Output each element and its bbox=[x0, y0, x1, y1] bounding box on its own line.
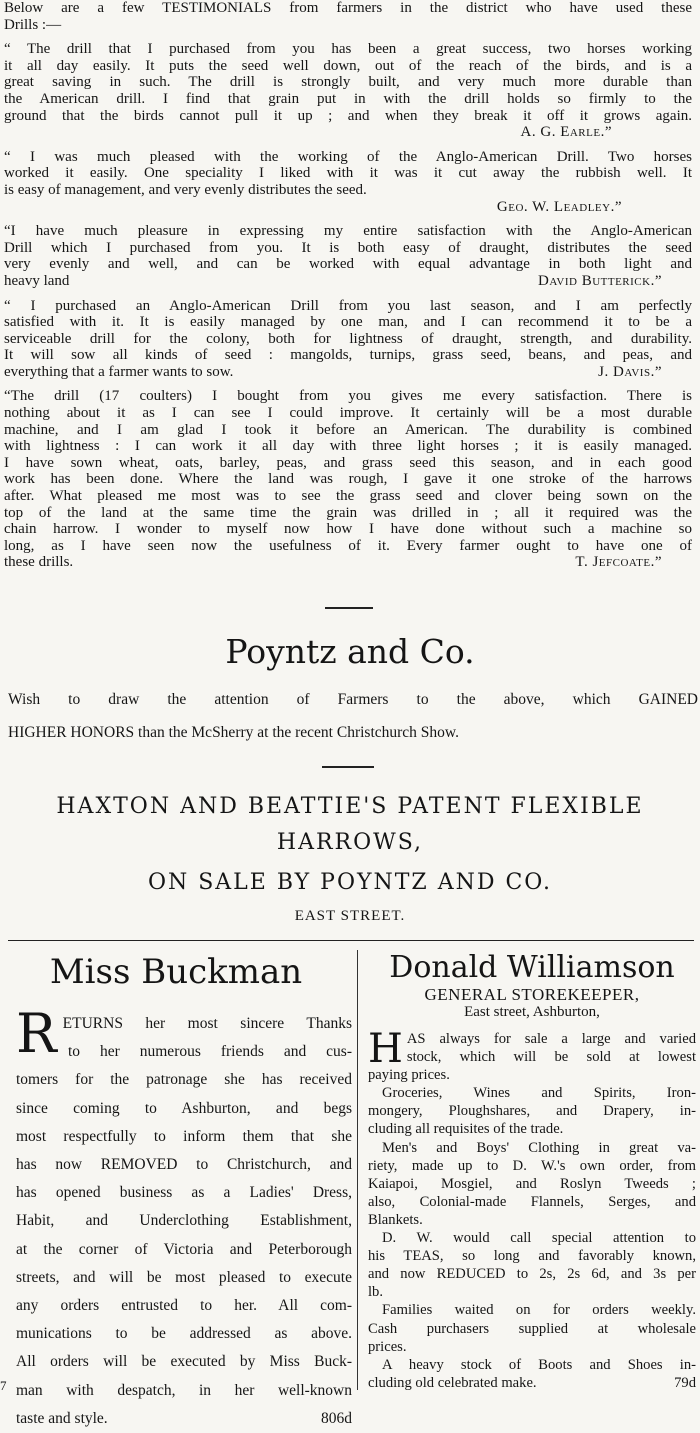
williamson-line: AS always for sale a large and varied bbox=[406, 1031, 696, 1047]
testimonials-intro-line: Drills :— bbox=[4, 16, 62, 33]
testimonial-line: great saving in such. The drill is strongly built, and very much more durable than bbox=[4, 74, 692, 91]
edge-mark: 7 bbox=[0, 1378, 7, 1393]
williamson-dropcap: H bbox=[368, 1026, 403, 1072]
buckman-last-line: taste and style. 806d bbox=[16, 1405, 352, 1433]
poyntz-line: Wish to draw the attention of Farmers to the above, which GAINED bbox=[8, 691, 698, 708]
williamson-line: riety, made up to D. W.'s own order, from bbox=[368, 1157, 696, 1174]
buckman-line: has opened business as a Ladies' Dress, bbox=[16, 1184, 352, 1202]
buckman-line: to her numerous friends and cus- bbox=[68, 1043, 352, 1061]
williamson-subtitle: GENERAL STOREKEEPER, bbox=[424, 985, 640, 1004]
testimonial-davis bbox=[4, 298, 692, 381]
testimonial-line: top of the land at the same time the grain was drilled in ; all it required was the bbox=[4, 504, 692, 521]
column-divider bbox=[357, 950, 358, 1390]
testimonial-signature: J. Davis.” bbox=[598, 363, 662, 380]
testimonial-line: after. What pleased me most was to see the grass seed and clover being sown on the bbox=[4, 488, 692, 505]
williamson-line: mongery, Ploughshares, and Drapery, in- bbox=[368, 1103, 696, 1120]
buckman-line: All orders will be executed by Miss Buck- bbox=[16, 1353, 352, 1371]
testimonial-line: I have sown wheat, oats, barley, peas, and grass seed this season, and in each good bbox=[4, 454, 692, 471]
testimonial-line: ground that the birds cannot pull it up ; and when they break it off it grows again. bbox=[4, 107, 692, 124]
testimonial-last-line: these drills. T. Jefcoate.” bbox=[4, 554, 662, 571]
williamson-address: East street, Ashburton, bbox=[464, 1004, 600, 1020]
williamson-line: cluding all requisites of the trade. bbox=[368, 1121, 564, 1138]
harrows-sale-line: ON SALE BY POYNTZ AND CO. bbox=[147, 870, 553, 895]
testimonial-line: “The drill (17 coulters) I bought from you gives me every satisfaction. There is bbox=[4, 388, 692, 405]
testimonial-last-line: everything that a farmer wants to sow. J. Davis.” bbox=[4, 363, 662, 380]
testimonial-line: “ I was much pleased with the working of the Anglo-American Drill. Two horses bbox=[4, 148, 692, 165]
buckman-line: at the corner of Victoria and Peterborough bbox=[16, 1240, 352, 1258]
buckman-line: most respectfully to inform them that she bbox=[16, 1127, 352, 1145]
williamson-line: Cash purchasers supplied at wholesale bbox=[368, 1320, 696, 1337]
williamson-line: lb. bbox=[368, 1284, 383, 1301]
buckman-line: streets, and will be most pleased to execute bbox=[16, 1268, 352, 1286]
buckman-line: any orders entrusted to her. All com- bbox=[16, 1297, 352, 1315]
testimonial-line: with lightness : I can work it all day with three light horses ; it is easily managed. bbox=[4, 438, 692, 455]
testimonial-signature: A. G. Earle.” bbox=[520, 124, 612, 141]
buckman-ad-code: 806d bbox=[321, 1409, 352, 1427]
testimonial-signature: T. Jefcoate.” bbox=[575, 554, 662, 571]
williamson-title: Donald Williamson bbox=[389, 950, 675, 985]
testimonial-signature: David Butterick.” bbox=[538, 272, 662, 289]
williamson-line: his TEAS, so long and favorably known, bbox=[368, 1248, 696, 1265]
harrows-title-line: HARROWS, bbox=[276, 830, 424, 855]
testimonial-line: it all day easily. It puts the seed well down, out of the reach of the birds, and is a bbox=[4, 57, 692, 74]
testimonial-line: work has been done. Where the land was rough, I gave it one stroke of the harrows bbox=[4, 471, 692, 488]
buckman-line: man with despatch, in her well-known bbox=[16, 1381, 352, 1399]
testimonial-line: “ The drill that I purchased from you has been a great success, two horses working bbox=[4, 41, 692, 58]
poyntz-line: HIGHER HONORS than the McSherry at the recent Christchurch Show. bbox=[8, 724, 459, 741]
poyntz-heading: Poyntz and Co. bbox=[225, 632, 475, 671]
testimonial-signature: Geo. W. Leadley.” bbox=[496, 198, 622, 215]
testimonial-earle bbox=[4, 41, 692, 141]
section-divider bbox=[322, 766, 374, 768]
williamson-line: stock, which will be sold at lowest bbox=[406, 1049, 696, 1066]
williamson-line: Blankets. bbox=[368, 1211, 423, 1228]
testimonial-line: the American drill. I find that grain put in with the drill holds so firmly to the bbox=[4, 90, 692, 107]
harrows-address: EAST STREET. bbox=[294, 908, 406, 924]
buckman-dropcap: R bbox=[16, 1002, 57, 1065]
testimonial-butterick bbox=[4, 223, 692, 289]
buckman-line: tomers for the patronage she has received bbox=[16, 1071, 352, 1089]
testimonial-last-line: heavy land David Butterick.” bbox=[4, 272, 662, 289]
buckman-line: since coming to Ashburton, and begs bbox=[16, 1099, 352, 1117]
williamson-line: Kaiapoi, Mosgiel, and Roslyn Tweeds ; bbox=[368, 1175, 696, 1192]
buckman-line: munications to be addressed as above. bbox=[16, 1325, 352, 1343]
testimonial-line: It will sow all kinds of seed : mangolds, turnips, grass seed, beans, and peas, and bbox=[4, 347, 692, 364]
testimonial-line: nothing about it as I can see I could improve. It certainly will be a most durable bbox=[4, 405, 692, 422]
williamson-ad-code: 79d bbox=[674, 1374, 696, 1391]
testimonial-line: is easy of management, and very evenly distributes the seed. bbox=[4, 181, 367, 198]
testimonial-line: “ I purchased an Anglo-American Drill from you last season, and I am perfectly bbox=[4, 297, 692, 314]
buckman-title: Miss Buckman bbox=[49, 952, 303, 992]
williamson-advert bbox=[368, 1026, 696, 1392]
williamson-line: paying prices. bbox=[368, 1067, 450, 1084]
buckman-line: ETURNS her most sincere Thanks bbox=[62, 1015, 352, 1032]
williamson-line: also, Colonial-made Flannels, Serges, and bbox=[368, 1193, 696, 1210]
testimonial-line: serviceable drill for the colony, both for lightness of draught, strength, and durability. bbox=[4, 330, 692, 347]
testimonial-leadley bbox=[4, 149, 692, 215]
harrows-title-line: HAXTON AND BEATTIE'S PATENT FLEXIBLE bbox=[56, 794, 644, 819]
buckman-line: has now REMOVED to Christchurch, and bbox=[16, 1156, 352, 1174]
section-divider bbox=[8, 940, 694, 941]
section-divider bbox=[325, 607, 373, 609]
testimonial-line: machine, and I am glad I took it before an American. The durability is combined bbox=[4, 421, 692, 438]
williamson-line: D. W. would call special attention to bbox=[382, 1230, 696, 1247]
buckman-advert bbox=[16, 1002, 352, 1433]
testimonial-line: very evenly and well, and can be worked with equal advantage in both light and bbox=[4, 256, 692, 273]
williamson-line: A heavy stock of Boots and Shoes in- bbox=[382, 1356, 696, 1373]
testimonial-line: Drill which I purchased from you. It is both easy of draught, distributes the seed bbox=[4, 239, 692, 256]
testimonial-line: chain harrow. I wonder to myself now how I have done without such a machine so bbox=[4, 521, 692, 538]
testimonials-intro-line: Below are a few TESTIMONIALS from farmers in the district who have used these bbox=[4, 0, 692, 16]
testimonials-section bbox=[4, 0, 692, 571]
williamson-last-line: cluding old celebrated make. 79d bbox=[368, 1374, 696, 1391]
testimonial-line: long, as I have seen now the usefulness of it. Every farmer ought to have one of bbox=[4, 537, 692, 554]
williamson-line: Families waited on for orders weekly. bbox=[382, 1302, 696, 1319]
williamson-line: prices. bbox=[368, 1338, 407, 1355]
poyntz-notice bbox=[8, 683, 698, 749]
testimonial-jefcoate bbox=[4, 388, 692, 571]
williamson-line: Groceries, Wines and Spirits, Iron- bbox=[382, 1085, 696, 1102]
testimonial-line: worked it easily. One speciality I liked with it was it cut away the rubbish well. It bbox=[4, 165, 692, 182]
williamson-line: and now REDUCED to 2s, 2s 6d, and 3s per bbox=[368, 1266, 696, 1283]
buckman-line: Habit, and Underclothing Establishment, bbox=[16, 1212, 352, 1230]
testimonial-line: satisfied with it. It is easily managed by one man, and I can recommend it to be a bbox=[4, 314, 692, 331]
williamson-line: Men's and Boys' Clothing in great va- bbox=[382, 1139, 696, 1156]
testimonial-line: “I have much pleasure in expressing my entire satisfaction with the Anglo-American bbox=[4, 223, 692, 240]
